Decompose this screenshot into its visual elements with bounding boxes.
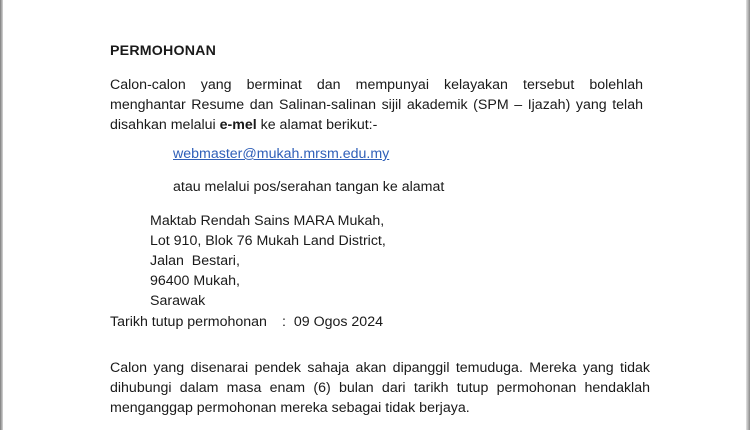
address-line: Lot 910, Blok 76 Mukah Land District, xyxy=(150,233,386,249)
page-edge-right xyxy=(746,0,750,430)
address-line: Jalan Bestari, xyxy=(150,253,240,269)
intro-line-3-end: ke alamat berikut:- xyxy=(256,117,378,133)
email-link[interactable]: webmaster@mukah.mrsm.edu.my xyxy=(173,146,390,162)
intro-line-3-start: disahkan melalui xyxy=(110,117,220,133)
notice-paragraph xyxy=(110,358,650,418)
intro-line-3 xyxy=(110,115,643,135)
address-line: Sarawak xyxy=(150,293,206,309)
notice-line-1: Calon yang disenarai pendek sahaja akan dipanggil temuduga. Mereka yang tidak xyxy=(110,360,650,376)
notice-line-2: dihubungi dalam masa enam (6) bulan dari tarikh tutup permohonan hendaklah xyxy=(110,380,650,396)
section-heading: PERMOHONAN xyxy=(110,43,217,59)
closing-date-label: Tarikh tutup permohonan xyxy=(110,314,267,330)
closing-date-separator: : xyxy=(282,314,286,330)
notice-line-3: menganggap permohonan mereka sebagai tidak berjaya. xyxy=(110,400,470,416)
page-edge-left xyxy=(0,0,3,430)
closing-date-row xyxy=(110,312,383,332)
email-method-bold: e-mel xyxy=(219,117,257,133)
intro-paragraph xyxy=(110,75,643,135)
alternative-method-text: atau melalui pos/serahan tangan ke alamat xyxy=(173,179,445,195)
address-line: 96400 Mukah, xyxy=(150,273,240,289)
address-line: Maktab Rendah Sains MARA Mukah, xyxy=(150,213,385,229)
closing-date-value: 09 Ogos 2024 xyxy=(293,314,383,330)
intro-line-1: Calon-calon yang berminat dan mempunyai kelayakan tersebut bolehlah xyxy=(110,77,643,93)
intro-line-2: menghantar Resume dan Salinan-salinan sijil akademik (SPM – Ijazah) yang telah xyxy=(110,97,643,113)
mailing-address xyxy=(150,211,386,311)
